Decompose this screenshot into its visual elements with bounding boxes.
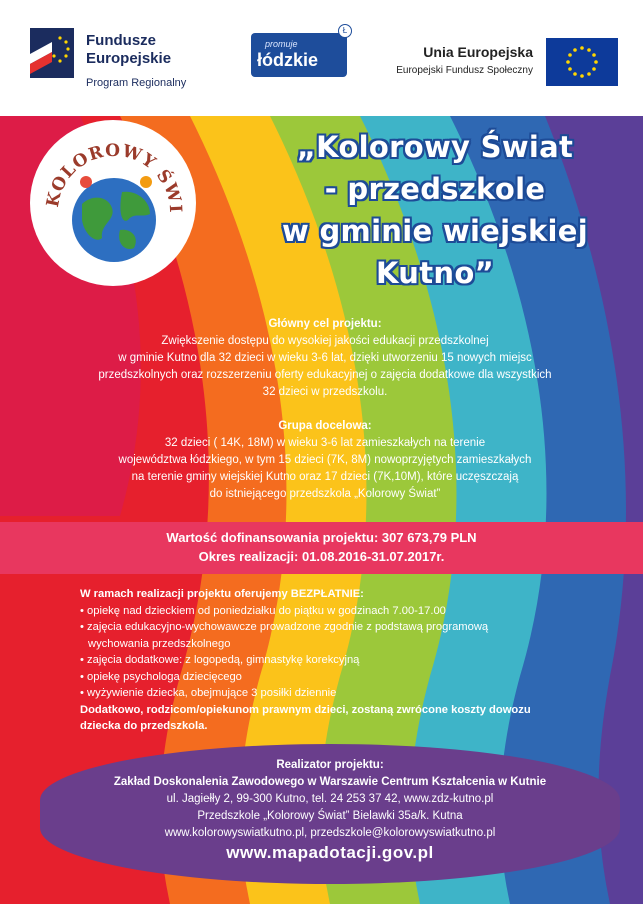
eu-text-1: Unia Europejska	[423, 44, 533, 60]
funding-period: Okres realizacji: 01.08.2016-31.07.2017r.	[198, 549, 445, 564]
realizator-org: Zakład Doskonalenia Zawodowego w Warszawie Centrum Kształcenia w Kutnie	[113, 776, 547, 788]
target-line: 32 dzieci ( 14K, 18M) w wieku 3-6 lat zamieszkałych na terenie	[164, 437, 486, 449]
target-line: na terenie gminy wiejskiej Kutno oraz 17 dzieci (7K,10M), które uczęszczają	[131, 471, 519, 483]
offer-block	[80, 586, 600, 735]
realizator-block	[40, 757, 620, 842]
offer-item: • opiekę nad dzieckiem od poniedziałku do piątku w godzinach 7.00-17.00	[80, 604, 446, 617]
offer-heading: W ramach realizacji projektu oferujemy BEZPŁATNIE:	[80, 588, 364, 600]
lodz-mark-icon: Ł	[338, 24, 352, 38]
eu-text-2: Europejski Fundusz Społeczny	[396, 65, 533, 76]
promuje-lodzkie-logo	[251, 33, 347, 77]
title-line-1: „Kolorowy Świat	[296, 130, 574, 164]
kolorowy-swiat-logo	[30, 120, 196, 286]
realizator-contact[interactable]: www.kolorowyswiatkutno.pl, przedszkole@kolorowyswiatkutno.pl	[164, 827, 496, 839]
title-line-4: Kutno”	[376, 256, 494, 290]
realizator-address: ul. Jagiełły 2, 99-300 Kutno, tel. 24 253 37 42, www.zdz-kutno.pl	[166, 793, 494, 805]
goal-heading: Główny cel projektu:	[268, 318, 382, 330]
offer-item: • opiekę psychologa dziecięcego	[80, 670, 242, 683]
offer-item: • zajęcia dodatkowe: z logopedą, gimnastykę korekcyjną	[80, 654, 360, 666]
offer-note: Dodatkowo, rodzicom/opiekunom prawnym dzieci, zostaną zwrócone koszty dowozu	[80, 703, 531, 716]
footer-url-link[interactable]: www.mapadotacji.gov.pl	[226, 843, 434, 862]
realizator-kindergarten: Przedszkole „Kolorowy Świat” Bielawki 35a/k. Kutna	[197, 810, 463, 822]
title-line-2: - przedszkole	[324, 172, 546, 206]
globe-icon	[30, 120, 196, 286]
goal-line: 32 dzieci w przedszkolu.	[262, 386, 388, 398]
lodz-top-text: promuje	[265, 39, 298, 49]
realizator-heading: Realizator projektu:	[276, 759, 384, 771]
goal-line: w gminie Kutno dla 32 dzieci w wieku 3-6 lat, dzięki utworzeniu 15 nowych miejsc	[118, 352, 532, 364]
offer-item: • wyżywienie dziecka, obejmujące 3 posiłki dziennie	[80, 687, 337, 699]
logo-arc-text: KOLOROWY ŚWI	[42, 140, 186, 215]
offer-note: dziecka do przedszkola.	[80, 720, 208, 732]
header	[0, 0, 643, 116]
target-line: województwa łódzkiego, w tym 15 dzieci (7K, 8M) nowoprzyjętych zamieszkałych	[118, 454, 532, 466]
funding-value: Wartość dofinansowania projektu: 307 673,79 PLN	[166, 530, 477, 545]
fe-text-1: Fundusze	[86, 32, 156, 49]
fe-text-2: Europejskie	[86, 50, 172, 67]
target-line: do istniejącego przedszkola „Kolorowy Świat”	[209, 488, 441, 500]
title-line-3: w gminie wiejskiej	[282, 214, 588, 248]
offer-item: wychowania przedszkolnego	[88, 637, 231, 650]
fe-flag-icon	[30, 28, 74, 78]
target-heading: Grupa docelowa:	[278, 420, 372, 432]
goal-block	[90, 316, 560, 401]
lodz-main-text: łódzkie	[257, 50, 319, 70]
fundusze-europejskie-logo	[30, 24, 230, 94]
offer-item: • zajęcia edukacyjno-wychowawcze prowadzone zgodnie z podstawą programową	[80, 621, 489, 633]
eu-flag-icon	[546, 38, 618, 86]
fe-text-3: Program Regionalny	[86, 77, 187, 89]
goal-line: Zwiększenie dostępu do wysokiej jakości edukacji przedszkolnej	[161, 335, 489, 347]
target-block	[90, 418, 560, 503]
goal-line: przedszkolnych oraz rozszerzeniu oferty edukacyjnej o zajęcia dodatkowe dla wszystkich	[98, 369, 552, 381]
